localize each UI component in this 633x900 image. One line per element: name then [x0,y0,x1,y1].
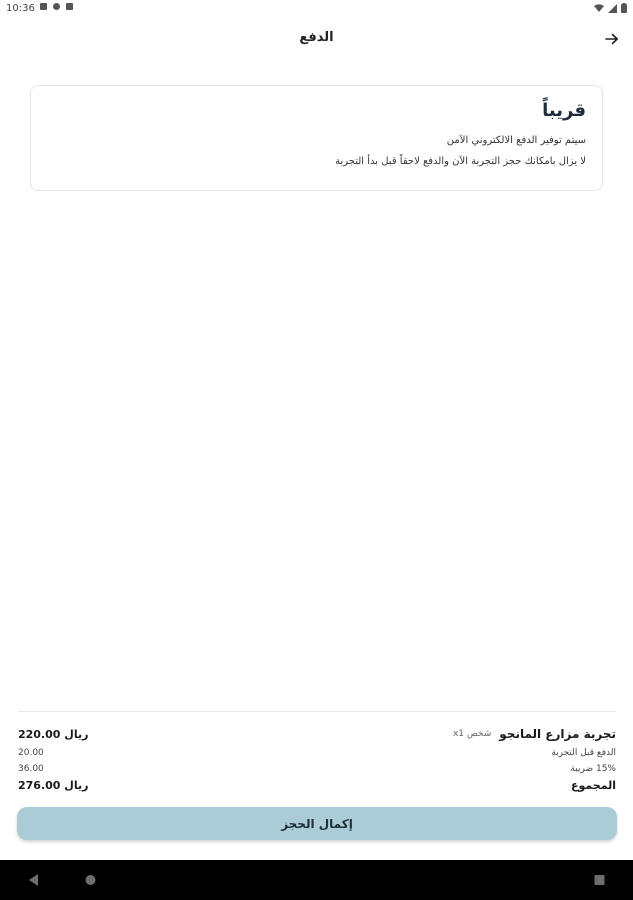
experience-quantity: شخص x1 [452,729,492,739]
complete-booking-button[interactable]: إكمال الحجز [17,807,617,840]
tax-amount: 36.00 [18,764,44,774]
sync-icon [53,3,60,10]
experience-amount: 220.00 ريال [18,727,89,741]
status-bar [0,0,633,18]
nav-recents-icon[interactable] [594,874,605,886]
status-time: 10:36 [6,3,35,14]
signal-icon [608,4,617,13]
tax-label: 15% ضريبة [570,764,616,774]
summary-pay-before-row [18,748,616,758]
status-notification-icons [40,3,73,10]
top-app-bar [0,22,633,56]
summary-experience-row [18,727,616,741]
pay-before-label: الدفع قبل التجربة [551,748,616,758]
coming-soon-card [30,85,603,191]
summary-divider [18,711,616,712]
notice-title: قريباً [542,100,586,121]
total-amount: 276.00 ريال [18,779,89,792]
summary-tax-row [18,764,616,774]
summary-total-row [18,779,616,792]
arrow-right-icon [605,33,619,45]
notice-line-pay-later: لا يزال بامكانك حجز التجربة الآن والدفع لاحقاً قبل بدأ التجربة [335,156,586,167]
battery-icon [621,3,627,13]
experience-info [453,727,616,741]
total-label: المجموع [571,779,616,792]
back-button[interactable] [601,28,623,50]
status-system-icons [594,3,627,13]
sim-icon [66,3,73,10]
page-title: الدفع [299,30,334,45]
experience-name: تجربة مزارع المانجو [499,727,616,741]
nav-home-icon[interactable] [85,874,96,886]
system-navigation-bar [0,860,633,900]
wifi-icon [594,4,604,13]
notification-icon [40,3,47,10]
pay-before-amount: 20.00 [18,748,44,758]
notice-line-secure-payment: سيتم توفير الدفع الالكتروني الآمن [446,135,586,146]
nav-back-icon[interactable] [29,874,39,886]
